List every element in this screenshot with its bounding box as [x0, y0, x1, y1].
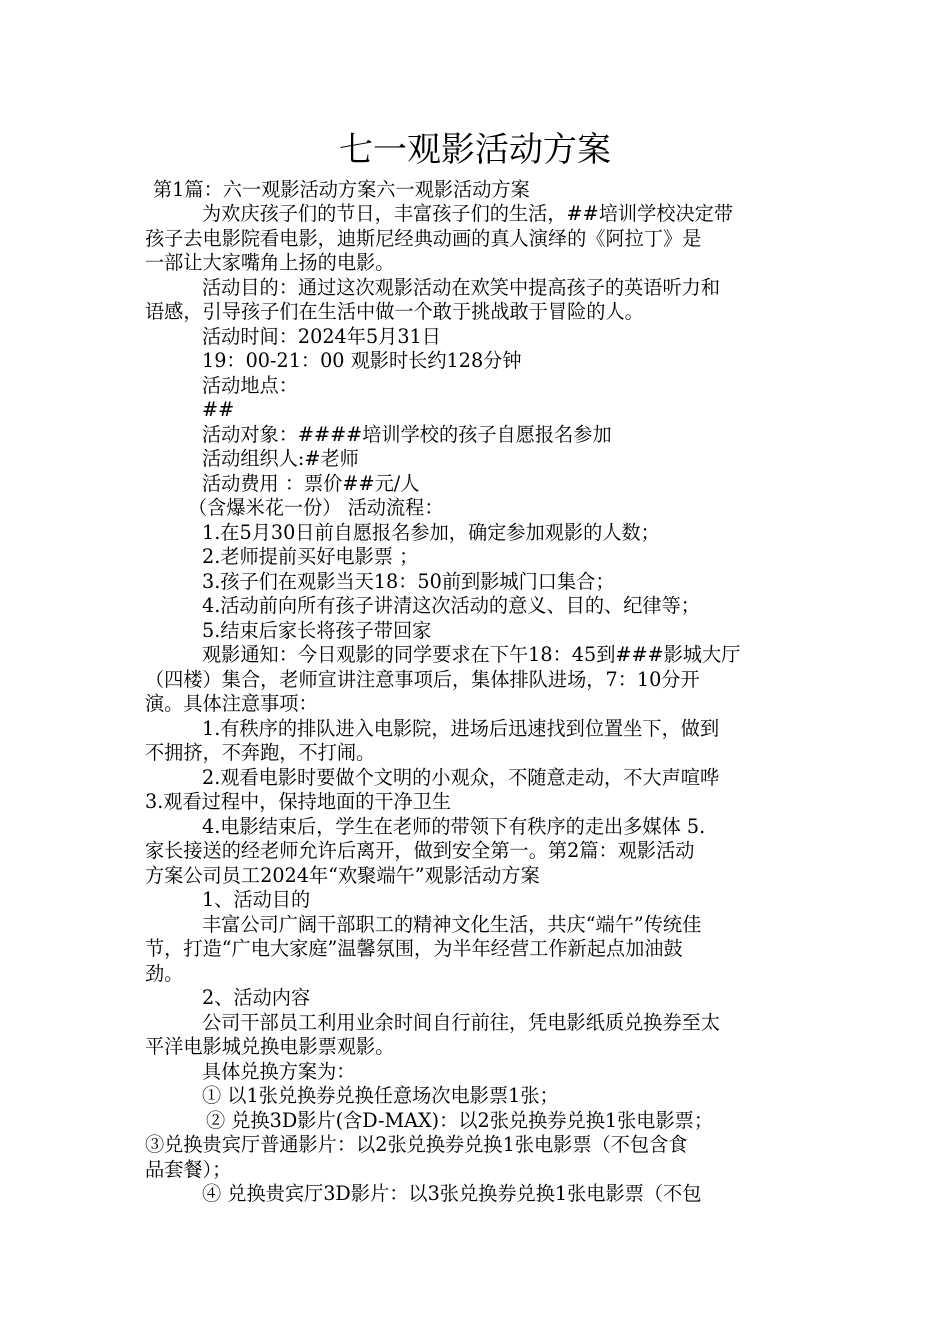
body-line: 活动费用 ：票价##元/人 [202, 472, 420, 495]
list-item: 1.在5月30日前自愿报名参加，确定参加观影的人数； [202, 521, 660, 544]
body-line: 节，打造“广电大家庭”温馨氛围，为半年经营工作新起点加油鼓 [145, 937, 683, 960]
body-line: 一部让大家嘴角上扬的电影。 [145, 251, 395, 274]
body-line: 演。具体注意事项： [145, 692, 318, 715]
list-item: 2.老师提前买好电影票 ； [202, 545, 419, 568]
body-line: 具体兑换方案为： [202, 1060, 356, 1083]
body-line: 丰富公司广阔干部职工的精神文化生活，共庆“端午”传统佳 [202, 913, 702, 936]
body-line: 活动地点： [202, 374, 298, 397]
list-item: 1.有秩序的排队进入电影院，进场后迅速找到位置坐下，做到 [202, 717, 720, 740]
body-line: 劲。 [145, 962, 184, 985]
subheading: 1、活动目的 [202, 888, 311, 911]
list-item: ② 兑换3D影片(含D-MAX)：以2张兑换券兑换1张电影票； [206, 1109, 714, 1132]
list-item: ③兑换贵宾厅普通影片：以2张兑换券兑换1张电影票（不包含食 [145, 1133, 688, 1156]
body-line: 19：00-21：00 观影时长约128分钟 [202, 349, 522, 372]
body-line: 孩子去电影院看电影，迪斯尼经典动画的真人演绎的《阿拉丁》是 [145, 227, 702, 250]
body-line: 为欢庆孩子们的节日，丰富孩子们的生活，##培训学校决定带 [202, 202, 734, 225]
body-line: （四楼）集合，老师宣讲注意事项后，集体排队进场，7：10分开 [145, 668, 700, 691]
section-heading-part2: 方案公司员工2024年“欢聚端午”观影活动方案 [145, 864, 540, 887]
body-line: 语感，引导孩子们在生活中做一个敢于挑战敢于冒险的人。 [145, 300, 644, 323]
body-line: 活动对象：####培训学校的孩子自愿报名参加 [202, 423, 612, 446]
body-line: 公司干部员工利用业余时间自行前往，凭电影纸质兑换券至太 [202, 1011, 721, 1034]
subheading: 2、活动内容 [202, 986, 311, 1009]
list-item: 4.活动前向所有孩子讲清这次活动的意义、目的、纪律等； [202, 594, 700, 617]
list-item: 4.电影结束后，学生在老师的带领下有秩序的走出多媒体 5. [202, 815, 706, 838]
body-line: （含爆米花一份） 活动流程： [188, 496, 444, 519]
list-item: 3.孩子们在观影当天18：50前到影城门口集合； [202, 570, 615, 593]
list-item: ④ 兑换贵宾厅3D影片：以3张兑换券兑换1张电影票（不包 [202, 1182, 702, 1205]
body-line: 活动组织人:#老师 [202, 447, 359, 470]
body-line: 不拥挤，不奔跑，不打闹。 [145, 741, 376, 764]
document-title: 七一观影活动方案 [339, 130, 611, 170]
body-line: 活动目的：通过这次观影活动在欢笑中提高孩子的英语听力和 [202, 276, 721, 299]
body-line: 家长接送的经老师允许后离开，做到安全第一。第2篇：观影活动 [145, 839, 695, 862]
list-item: ① 以1张兑换券兑换任意场次电影票1张； [202, 1084, 559, 1107]
body-line: 观影通知：今日观影的同学要求在下午18：45到###影城大厅 [202, 643, 741, 666]
list-item: 2.观看电影时要做个文明的小观众，不随意走动，不大声喧哗 [202, 766, 720, 789]
body-line: 品套餐）； [145, 1158, 232, 1181]
list-item: 5.结束后家长将孩子带回家 [202, 619, 432, 642]
list-item: 3.观看过程中，保持地面的干净卫生 [145, 790, 452, 813]
section-heading-part1: 第1篇：六一观影活动方案六一观影活动方案 [153, 178, 530, 201]
body-line: 活动时间：2024年5月31日 [202, 325, 441, 348]
body-line: 平洋电影城兑换电影票观影。 [145, 1035, 395, 1058]
body-line: ## [202, 398, 235, 421]
